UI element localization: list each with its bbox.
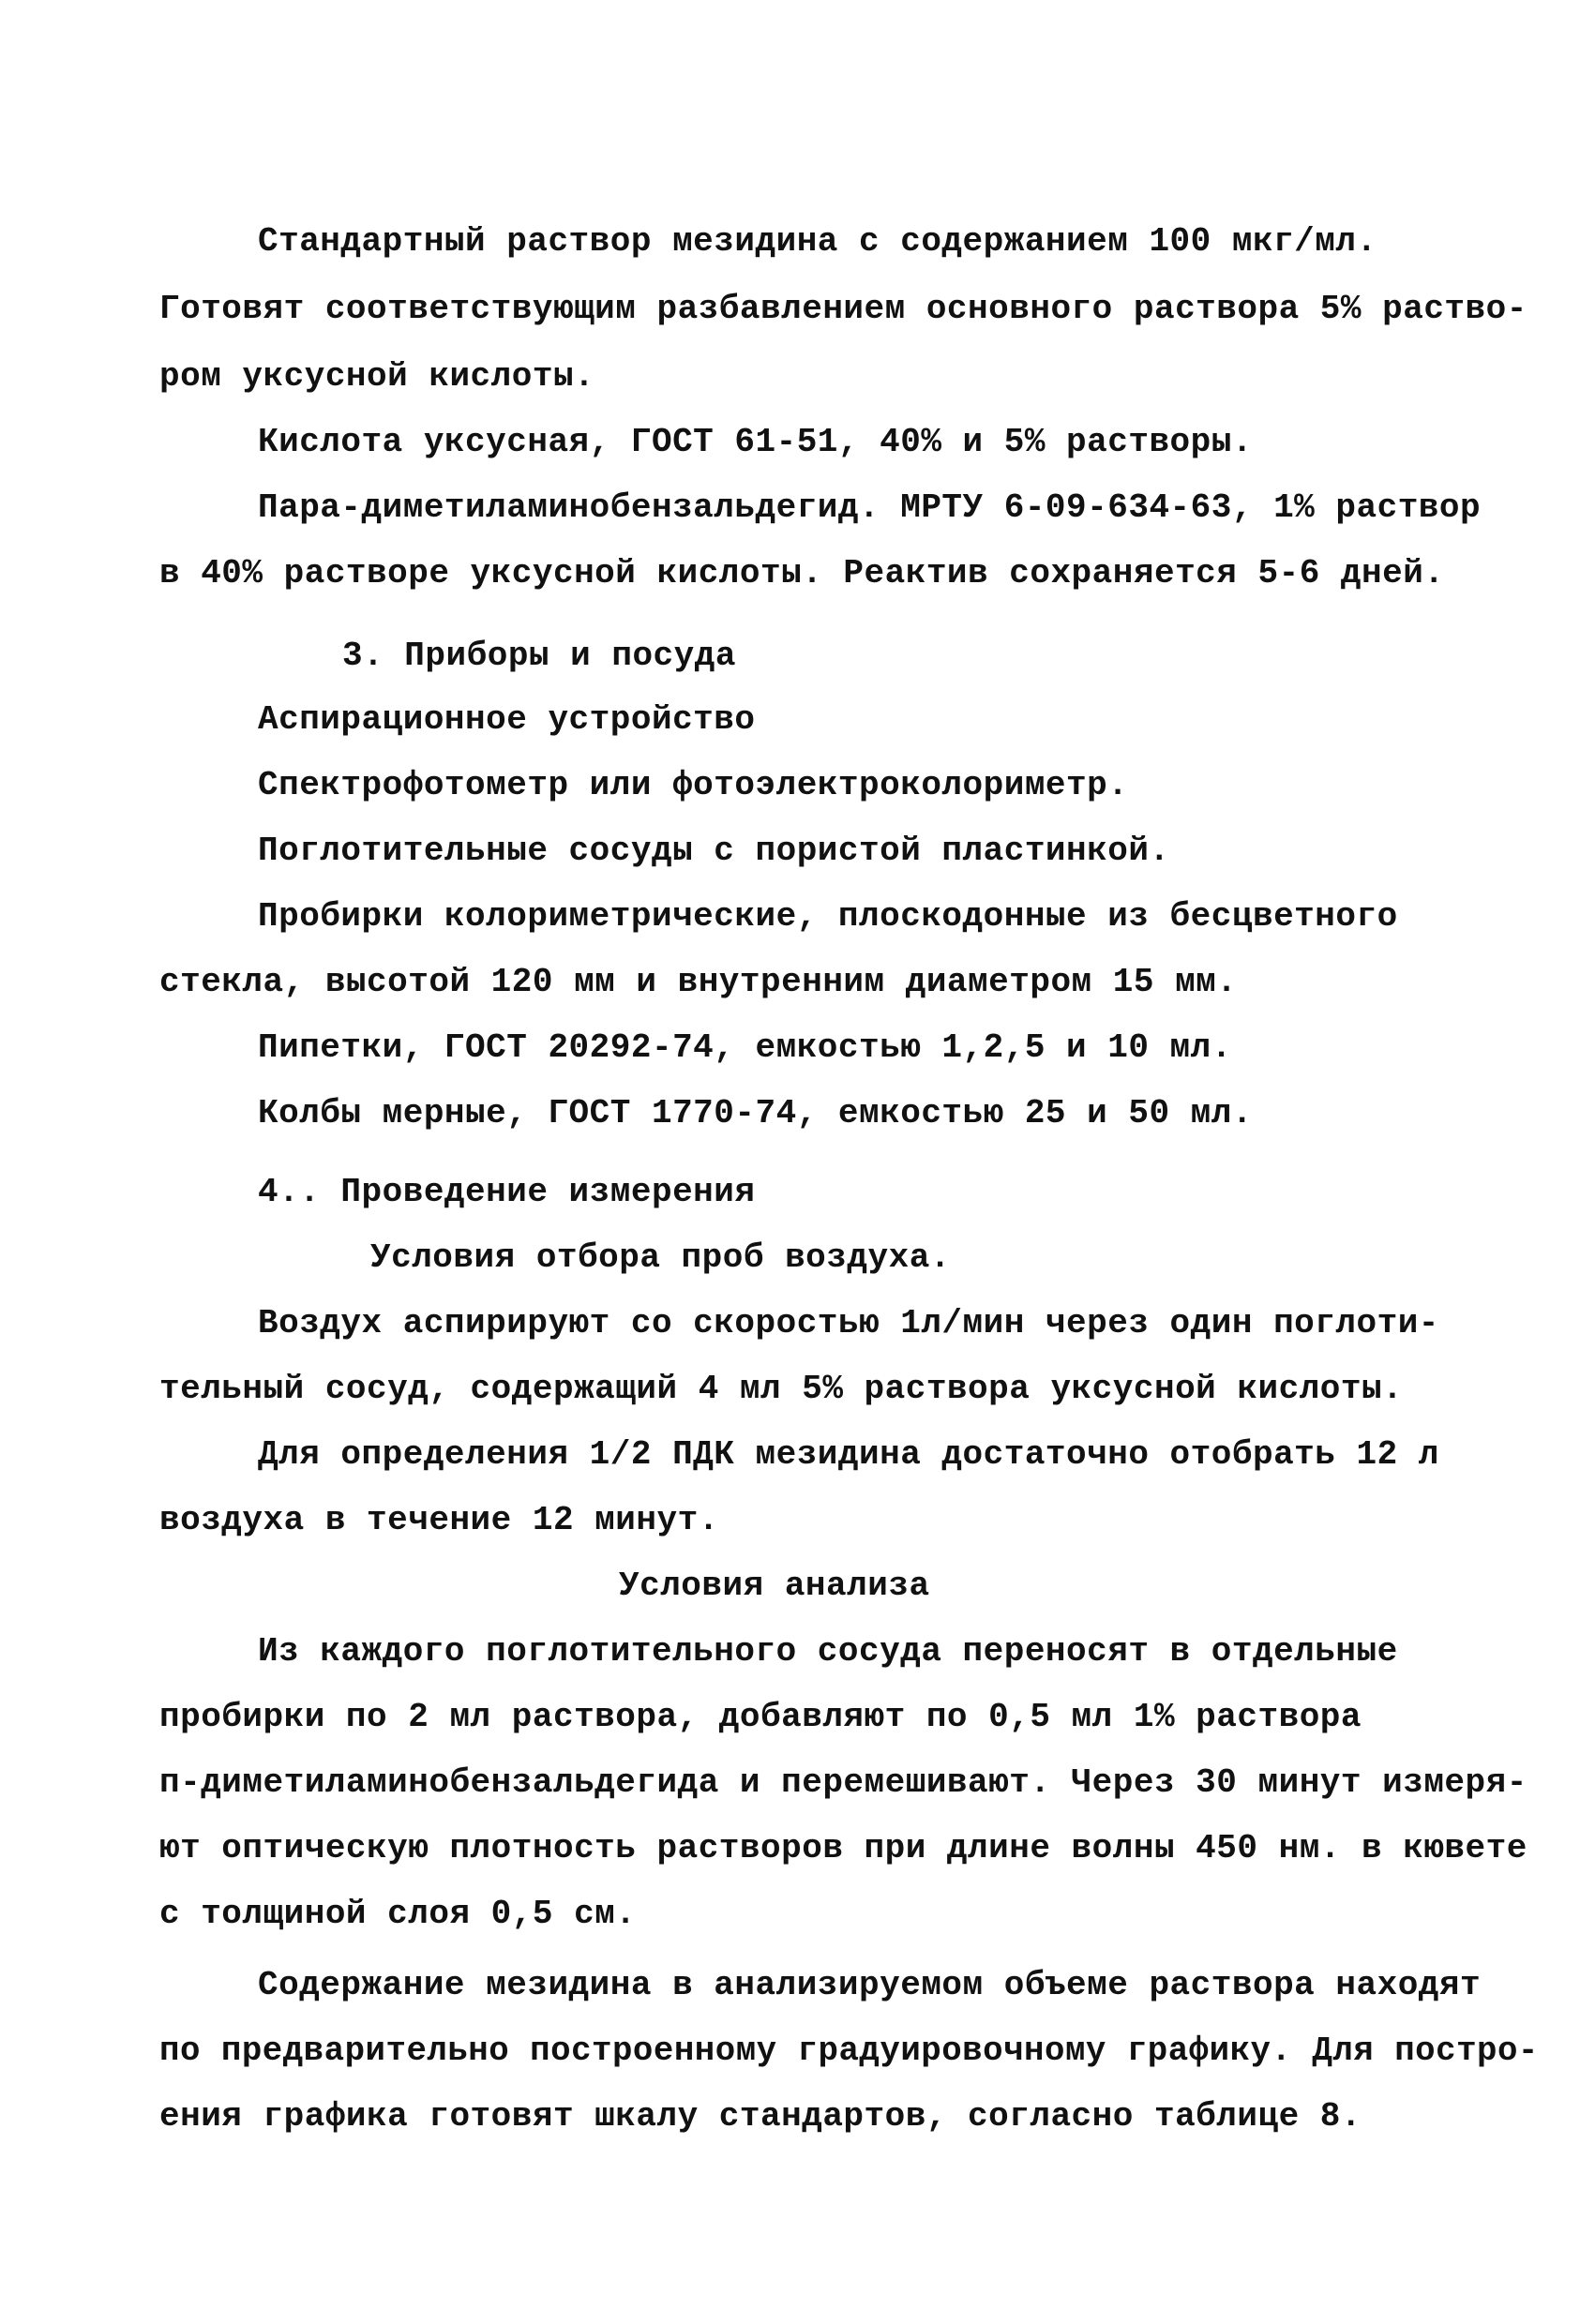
text-line-3: ром уксусной кислоты. [159, 357, 595, 396]
text-line-1: Стандартный раствор мезидина с содержанием 100 мкг/мл. [258, 222, 1377, 261]
text-line-27: Содержание мезидина в анализируемом объеме раствора находят [258, 1966, 1482, 2004]
text-line-4: Кислота уксусная, ГОСТ 61-51, 40% и 5% растворы. [258, 423, 1253, 461]
text-line-29: ения графика готовят шкалу стандартов, согласно таблице 8. [159, 2097, 1362, 2136]
text-line-26: с толщиной слоя 0,5 см. [159, 1895, 637, 1933]
text-line-9: Спектрофотометр или фотоэлектроколориметр. [258, 766, 1129, 804]
text-line-20: воздуха в течение 12 минут. [159, 1501, 719, 1539]
subheading-sampling: Условия отбора проб воздуха. [370, 1238, 951, 1277]
text-line-28: по предварительно построенному градуировочному графику. Для постро- [159, 2032, 1539, 2070]
text-line-5: Пара-диметиламинобензальдегид. МРТУ 6-09-634-63, 1% раствор [258, 488, 1482, 527]
text-line-11: Пробирки колориметрические, плоскодонные из бесцветного [258, 897, 1398, 936]
text-line-19: Для определения 1/2 ПДК мезидина достаточно отобрать 12 л [258, 1435, 1439, 1474]
text-line-22: Из каждого поглотительного сосуда переносят в отдельные [258, 1632, 1398, 1671]
text-line-14: Колбы мерные, ГОСТ 1770-74, емкостью 25 и 50 мл. [258, 1094, 1253, 1132]
section-heading-4: 4.. Проведение измерения [258, 1173, 756, 1211]
text-line-2: Готовят соответствующим разбавлением основного раствора 5% раство- [159, 290, 1527, 328]
text-line-23: пробирки по 2 мл раствора, добавляют по 0,5 мл 1% раствора [159, 1698, 1362, 1736]
text-line-25: ют оптическую плотность растворов при длине волны 450 нм. в кювете [159, 1829, 1527, 1867]
text-line-24: п-диметиламинобензальдегида и перемешивают. Через 30 минут измеря- [159, 1763, 1527, 1802]
text-line-8: Аспирационное устройство [258, 700, 756, 739]
subheading-analysis: Условия анализа [619, 1567, 930, 1605]
text-line-6: в 40% растворе уксусной кислоты. Реактив сохраняется 5-6 дней. [159, 554, 1445, 592]
text-line-10: Поглотительные сосуды с пористой пластинкой. [258, 832, 1170, 870]
text-line-18: тельный сосуд, содержащий 4 мл 5% раствора уксусной кислоты. [159, 1370, 1404, 1408]
text-line-13: Пипетки, ГОСТ 20292-74, емкостью 1,2,5 и 10 мл. [258, 1028, 1232, 1067]
text-line-12: стекла, высотой 120 мм и внутренним диаметром 15 мм. [159, 963, 1238, 1001]
text-line-17: Воздух аспирируют со скоростью 1л/мин через один поглоти- [258, 1304, 1439, 1342]
section-heading-3: 3. Приборы и посуда [342, 637, 736, 675]
